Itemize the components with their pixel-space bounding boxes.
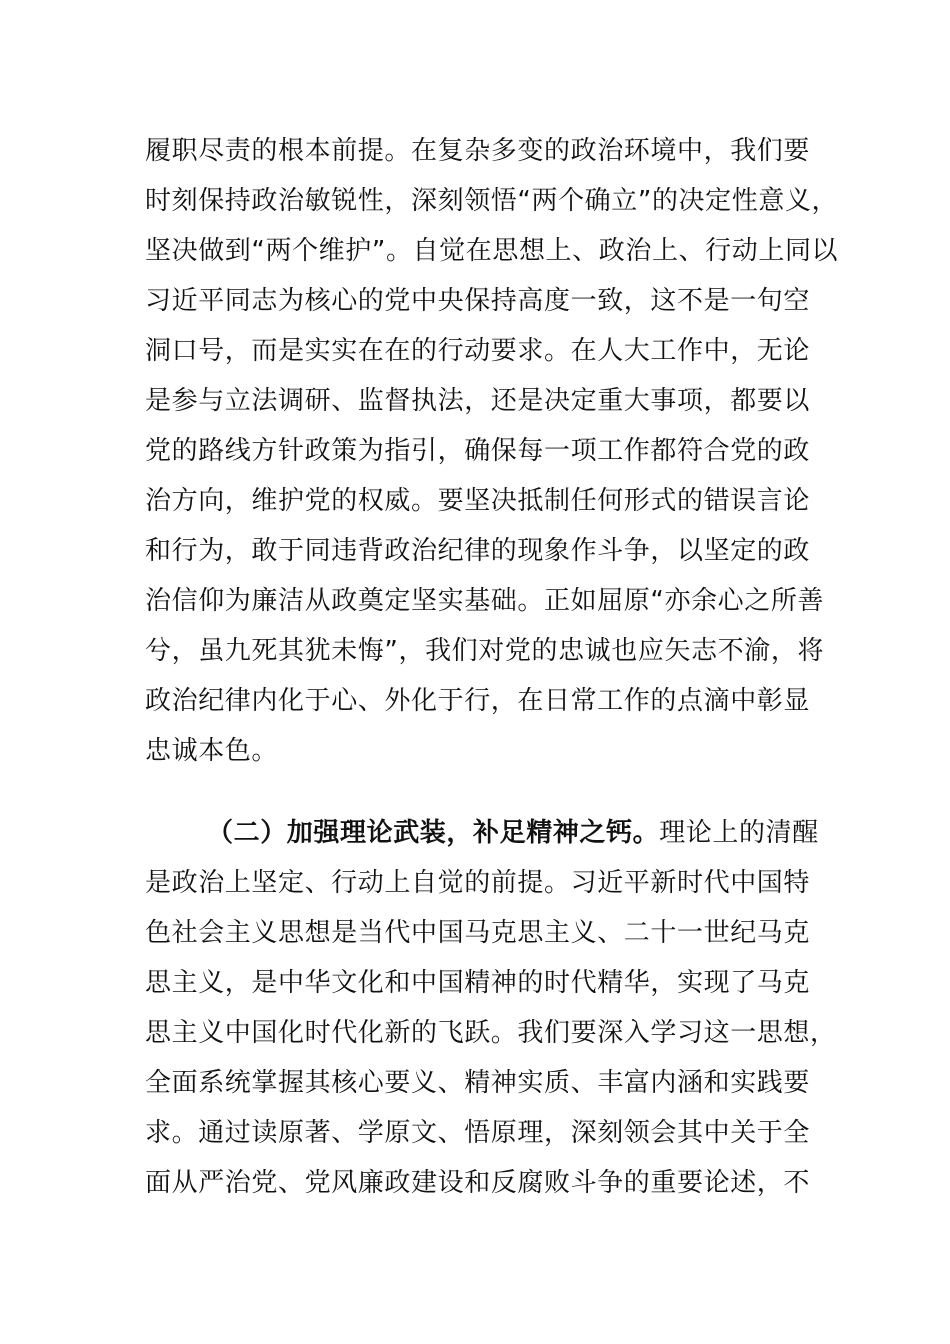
text-line: 是政治上坚定、行动上自觉的前提。习近平新时代中国特: [145, 868, 811, 898]
text-line: 治信仰为廉洁从政奠定坚实基础。正如屈原“亦余心之所善: [145, 586, 825, 616]
text-line: 洞口号，而是实实在在的行动要求。在人大工作中，无论: [145, 336, 811, 366]
text-line: 面从严治党、党风廉政建设和反腐败斗争的重要论述，不: [145, 1168, 811, 1198]
text-line: 和行为，敢于同违背政治纪律的现象作斗争，以坚定的政: [145, 536, 811, 566]
text-line: 治方向，维护党的权威。要坚决抵制任何形式的错误言论: [145, 486, 811, 516]
paragraph-theory: [145, 808, 837, 1208]
text-line: 时刻保持政治敏锐性，深刻领悟“两个确立”的决定性意义，: [145, 186, 839, 216]
section-heading: （二）加强理论武装，补足精神之钙。: [207, 818, 660, 848]
text-line: 思主义中国化时代化新的飞跃。我们要深入学习这一思想，: [145, 1018, 837, 1048]
paragraph-loyalty: [145, 126, 839, 776]
text-line: 思主义，是中华文化和中国精神的时代精华，实现了马克: [145, 968, 811, 998]
text-line: 兮，虽九死其犹未悔”，我们对党的忠诚也应矢志不渝，将: [145, 636, 825, 666]
text-line: 是参与立法调研、监督执法，还是决定重大事项，都要以: [145, 386, 811, 416]
text-line: 求。通过读原著、学原文、悟原理，深刻领会其中关于全: [145, 1118, 811, 1148]
text-line: 习近平同志为核心的党中央保持高度一致，这不是一句空: [145, 286, 811, 316]
text-line: 党的路线方针政策为指引，确保每一项工作都符合党的政: [145, 436, 811, 466]
text-line: 坚决做到“两个维护”。自觉在思想上、政治上、行动上同以: [145, 236, 839, 266]
text-line: 履职尽责的根本前提。在复杂多变的政治环境中，我们要: [145, 136, 811, 166]
paragraph-first-line: [145, 808, 819, 858]
text-line: 色社会主义思想是当代中国马克思主义、二十一世纪马克: [145, 918, 811, 948]
heading-followup-text: 理论上的清醒: [659, 818, 819, 848]
text-line: 忠诚本色。: [145, 736, 279, 766]
text-line: 全面系统掌握其核心要义、精神实质、丰富内涵和实践要: [145, 1068, 811, 1098]
text-line: 政治纪律内化于心、外化于行，在日常工作的点滴中彰显: [145, 686, 811, 716]
